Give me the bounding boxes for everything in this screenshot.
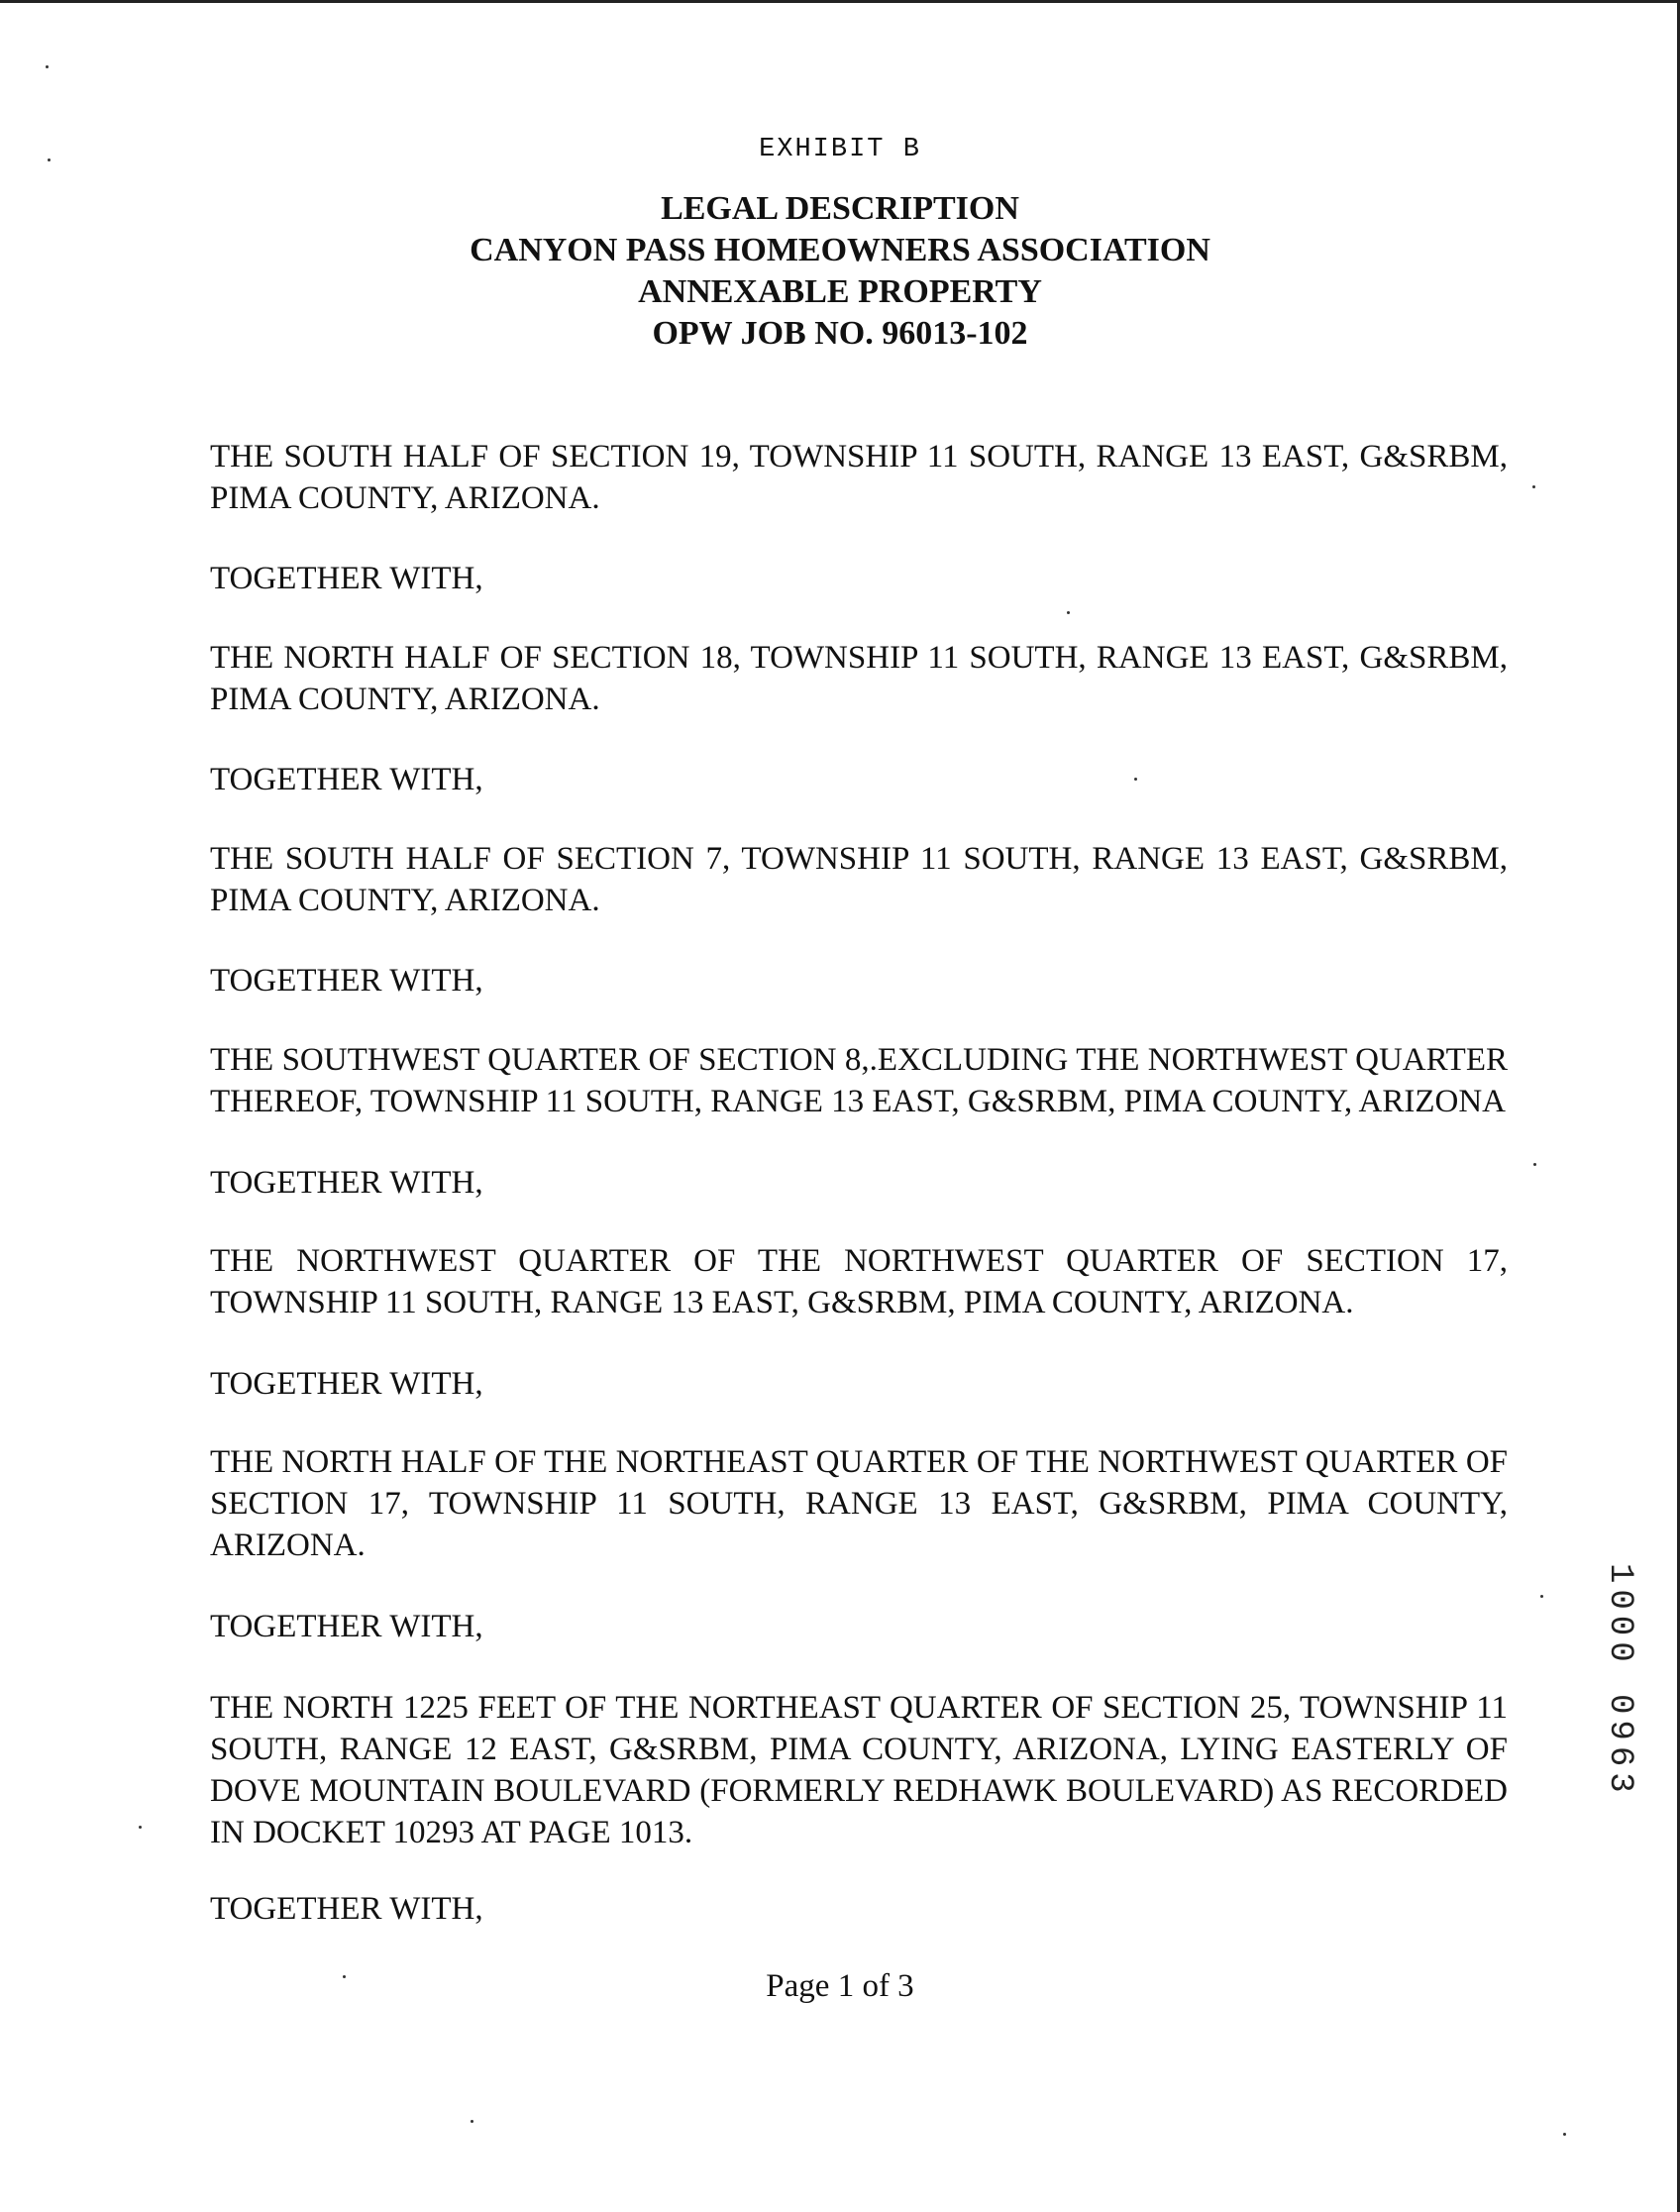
parcel-paragraph: THE SOUTH HALF OF SECTION 19, TOWNSHIP 11 SOUTH, RANGE 13 EAST, G&SRBM, PIMA COUNTY, ARIZONA. (210, 439, 1508, 516)
scan-speck (48, 158, 51, 161)
page-footer: Page 1 of 3 (766, 1968, 914, 2004)
title-line-legal-description: LEGAL DESCRIPTION (661, 190, 1019, 227)
scan-speck (46, 65, 49, 68)
together-with-text: TOGETHER WITH, (210, 1366, 483, 1402)
scan-speck (1532, 485, 1535, 488)
side-stamp (1601, 1563, 1644, 1900)
scan-speck (1563, 2133, 1566, 2136)
scan-speck (1134, 778, 1137, 781)
parcel-paragraph: THE NORTH HALF OF SECTION 18, TOWNSHIP 11 SOUTH, RANGE 13 EAST, G&SRBM, PIMA COUNTY, ARIZONA. (210, 640, 1508, 717)
side-stamp-text: 1000 0963 (1601, 1563, 1638, 1799)
parcel-paragraph: THE NORTHWEST QUARTER OF THE NORTHWEST QUARTER OF SECTION 17, TOWNSHIP 11 SOUTH, RANGE 13 EAST, G&SRBM, PIMA COUNTY, ARIZONA. (210, 1243, 1508, 1320)
scan-speck (471, 2120, 473, 2123)
scan-speck (1067, 611, 1070, 614)
scan-speck (1533, 1163, 1536, 1166)
parcel-paragraph: THE SOUTHWEST QUARTER OF SECTION 8,.EXCLUDING THE NORTHWEST QUARTER THEREOF, TOWNSHIP 11 SOUTH, RANGE 13 EAST, G&SRBM, PIMA COUNTY, ARIZONA (210, 1042, 1508, 1119)
scan-edge-top (0, 0, 1680, 3)
scan-speck (139, 1826, 142, 1829)
together-with-text: TOGETHER WITH, (210, 1165, 483, 1201)
together-with-text: TOGETHER WITH, (210, 762, 483, 797)
together-with-text: TOGETHER WITH, (210, 561, 483, 596)
parcel-paragraph: THE NORTH 1225 FEET OF THE NORTHEAST QUARTER OF SECTION 25, TOWNSHIP 11 SOUTH, RANGE 12 EAST, G&SRBM, PIMA COUNTY, ARIZONA, LYING EASTERLY OF DOVE MOUNTAIN BOULEVARD (FORMERLY REDHAWK BOULEVARD) AS RECORDED IN DOCKET 10293 AT PAGE 1013. (210, 1690, 1508, 1850)
together-with-text: TOGETHER WITH, (210, 1891, 483, 1927)
title-block (0, 188, 1680, 355)
scan-speck (343, 1975, 346, 1978)
title-line-job-number: OPW JOB NO. 96013-102 (652, 315, 1028, 352)
title-line-association: CANYON PASS HOMEOWNERS ASSOCIATION (470, 232, 1210, 268)
scan-speck (1540, 1595, 1543, 1598)
exhibit-label: EXHIBIT B (759, 135, 921, 164)
parcel-paragraph: THE NORTH HALF OF THE NORTHEAST QUARTER OF THE NORTHWEST QUARTER OF SECTION 17, TOWNSHIP 11 SOUTH, RANGE 13 EAST, G&SRBM, PIMA COUNTY, ARIZONA. (210, 1444, 1508, 1563)
parcel-paragraph: THE SOUTH HALF OF SECTION 7, TOWNSHIP 11 SOUTH, RANGE 13 EAST, G&SRBM, PIMA COUNTY, ARIZONA. (210, 841, 1508, 918)
title-line-annexable-property: ANNEXABLE PROPERTY (638, 273, 1042, 310)
together-with-text: TOGETHER WITH, (210, 963, 483, 999)
together-with-text: TOGETHER WITH, (210, 1609, 483, 1644)
